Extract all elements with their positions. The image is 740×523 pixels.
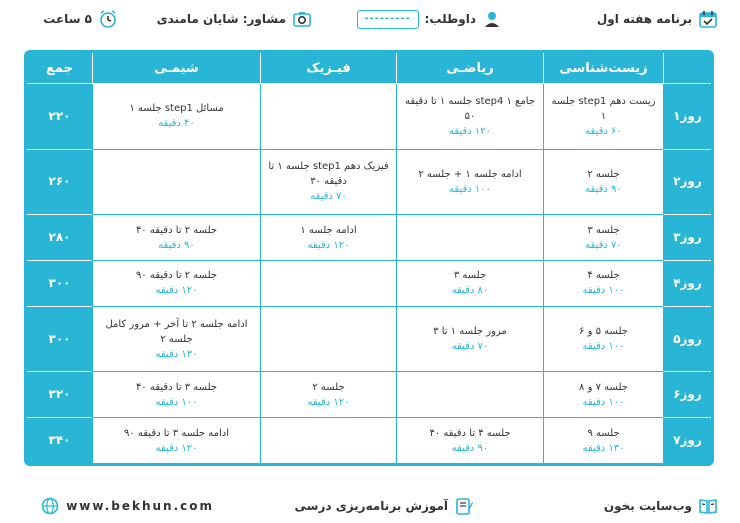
biology-cell [543,215,663,261]
task-text: ادامه جلسه ۱ [300,224,357,236]
table-row [27,84,711,150]
day-label: روز۱ [663,84,711,150]
total-cell: ۲۲۰ [27,84,92,150]
table-row [27,372,711,418]
biology-cell [543,372,663,418]
duration-text: ۷۰ دقیقه [451,341,489,353]
header [0,6,740,32]
header-physics: فیـزیک [260,53,396,84]
task-text: مسائل step1 جلسه ۱ [129,103,224,115]
student-name-field[interactable]: --------- [357,10,419,29]
duration-text: ۱۲۰ دقیقه [155,285,198,297]
chemistry-cell [92,372,260,418]
chemistry-cell [92,418,260,463]
tutorial-label: آموزش برنامه‌ریزی درسی [294,499,448,513]
total-cell: ۲۶۰ [27,150,92,216]
duration-text: ۹۰ دقیقه [451,442,489,454]
duration-text: ۱۰۰ دقیقه [155,396,198,408]
day-label: روز۷ [663,418,711,463]
duration-text: ۱۰۰ دقیقه [582,285,625,297]
chemistry-cell [92,84,260,150]
camera-icon [292,9,312,29]
math-cell [396,261,543,307]
day-label: روز۳ [663,215,711,261]
day-label: روز۵ [663,307,711,373]
student-label: داوطلب: [424,12,476,26]
biology-cell [543,150,663,216]
page-title-group [597,6,718,32]
schedule-table [27,53,711,463]
book-pen-icon [454,496,474,516]
day-label: روز۲ [663,150,711,216]
task-text: جلسه ۲ [312,381,345,393]
day-label: روز۴ [663,261,711,307]
task-text: جلسه ۴ تا دقیقه ۴۰ [429,427,511,439]
chemistry-cell [92,261,260,307]
duration-text: ۹۰ دقیقه [158,239,195,251]
total-cell: ۳۲۰ [27,372,92,418]
day-label: روز۶ [663,372,711,418]
physics-cell [260,150,396,216]
hours-label: ۵ ساعت [43,12,92,26]
task-text: جلسه ۵ و ۶ [579,326,628,338]
physics-cell [260,418,396,463]
biology-cell [543,261,663,307]
total-cell: ۳۰۰ [27,307,92,373]
advisor-group [157,6,312,32]
physics-cell [260,215,396,261]
task-text: جلسه ۲ [587,168,620,180]
task-text: جلسه ۲ تا دقیقه ۴۰ [135,224,218,236]
total-cell: ۲۸۰ [27,215,92,261]
math-cell [396,150,543,216]
website-url-group[interactable] [40,494,214,518]
advisor-label: مشاور: شایان مامندی [156,12,286,26]
task-text: جلسه ۴ [587,270,620,282]
page-title: برنامه هفته اول [596,12,692,26]
duration-text: ۱۰۰ دقیقه [582,396,625,408]
math-cell [396,418,543,463]
total-cell: ۳۰۰ [27,261,92,307]
task-text: زیست دهم step1 جلسه ۱ [551,95,656,122]
task-text: ادامه جلسه ۲ تا آخر + مرور کامل جلسه ۲ [105,318,248,345]
task-text: جلسه ۳ تا دقیقه ۴۰ [135,381,218,393]
task-text: جلسه ۷ و ۸ [579,381,628,393]
duration-text: ۹۰ دقیقه [585,183,622,195]
physics-cell [260,261,396,307]
calendar-check-icon [698,9,718,29]
chemistry-cell [92,307,260,373]
chemistry-cell [92,150,260,216]
task-text: فیزیک دهم step1 جلسه ۱ تا دقیقه ۳۰ [268,161,389,188]
header-biology: زیست‌شناسی [543,53,663,84]
student-group [357,6,502,32]
math-cell [396,84,543,150]
header-math: ریاضـی [396,53,543,84]
header-total: جمع [27,53,92,84]
task-text: جلسه ۲ تا دقیقه ۹۰ [135,270,218,282]
website-group[interactable] [604,494,718,518]
task-text: جلسه ۳ [587,224,620,236]
duration-text: ۴۰ دقیقه [158,118,195,130]
chemistry-cell [92,215,260,261]
task-text: جلسه ۹ [587,427,620,439]
website-label: وب‌سایت بخون [603,499,692,513]
table-header-row [27,53,711,84]
globe-icon [40,496,60,516]
task-text: ادامه جلسه ۱ + جلسه ۲ [418,168,522,180]
duration-text: ۱۲۰ دقیقه [155,442,198,454]
tutorial-group[interactable] [295,494,474,518]
schedule-table-frame [24,50,714,466]
student-icon [482,9,502,29]
duration-text: ۱۲۰ دقیقه [449,125,491,137]
hours-group [43,6,118,32]
duration-text: ۱۲۰ دقیقه [307,396,350,408]
table-row [27,418,711,463]
physics-cell [260,307,396,373]
table-row [27,215,711,261]
book-icon [698,496,718,516]
duration-text: ۸۰ دقیقه [451,285,489,297]
footer [0,494,740,518]
task-text: جامع ۱ step4 جلسه ۱ تا دقیقه ۵۰ [404,95,536,122]
biology-cell [543,418,663,463]
table-row [27,150,711,216]
header-chemistry: شیمـی [92,53,260,84]
physics-cell [260,372,396,418]
duration-text: ۱۰۰ دقیقه [582,341,625,353]
task-text: جلسه ۳ [453,270,487,282]
duration-text: ۱۳۰ دقیقه [582,442,625,454]
math-cell [396,372,543,418]
math-cell [396,307,543,373]
header-day [663,53,711,84]
table-row [27,307,711,373]
duration-text: ۱۲۰ دقیقه [307,239,350,251]
duration-text: ۱۰۰ دقیقه [449,183,491,195]
task-text: ادامه جلسه ۳ تا دقیقه ۹۰ [123,427,230,439]
task-text: مرور جلسه ۱ تا ۳ [433,326,507,338]
biology-cell [543,307,663,373]
biology-cell [543,84,663,150]
math-cell [396,215,543,261]
alarm-clock-icon [98,9,118,29]
duration-text: ۷۰ دقیقه [585,239,622,251]
duration-text: ۷۰ دقیقه [310,191,347,203]
table-row [27,261,711,307]
total-cell: ۳۴۰ [27,418,92,463]
physics-cell [260,84,396,150]
duration-text: ۱۳۰ دقیقه [155,348,198,360]
website-url[interactable]: www.bekhun.com [66,499,214,513]
duration-text: ۶۰ دقیقه [585,125,622,137]
